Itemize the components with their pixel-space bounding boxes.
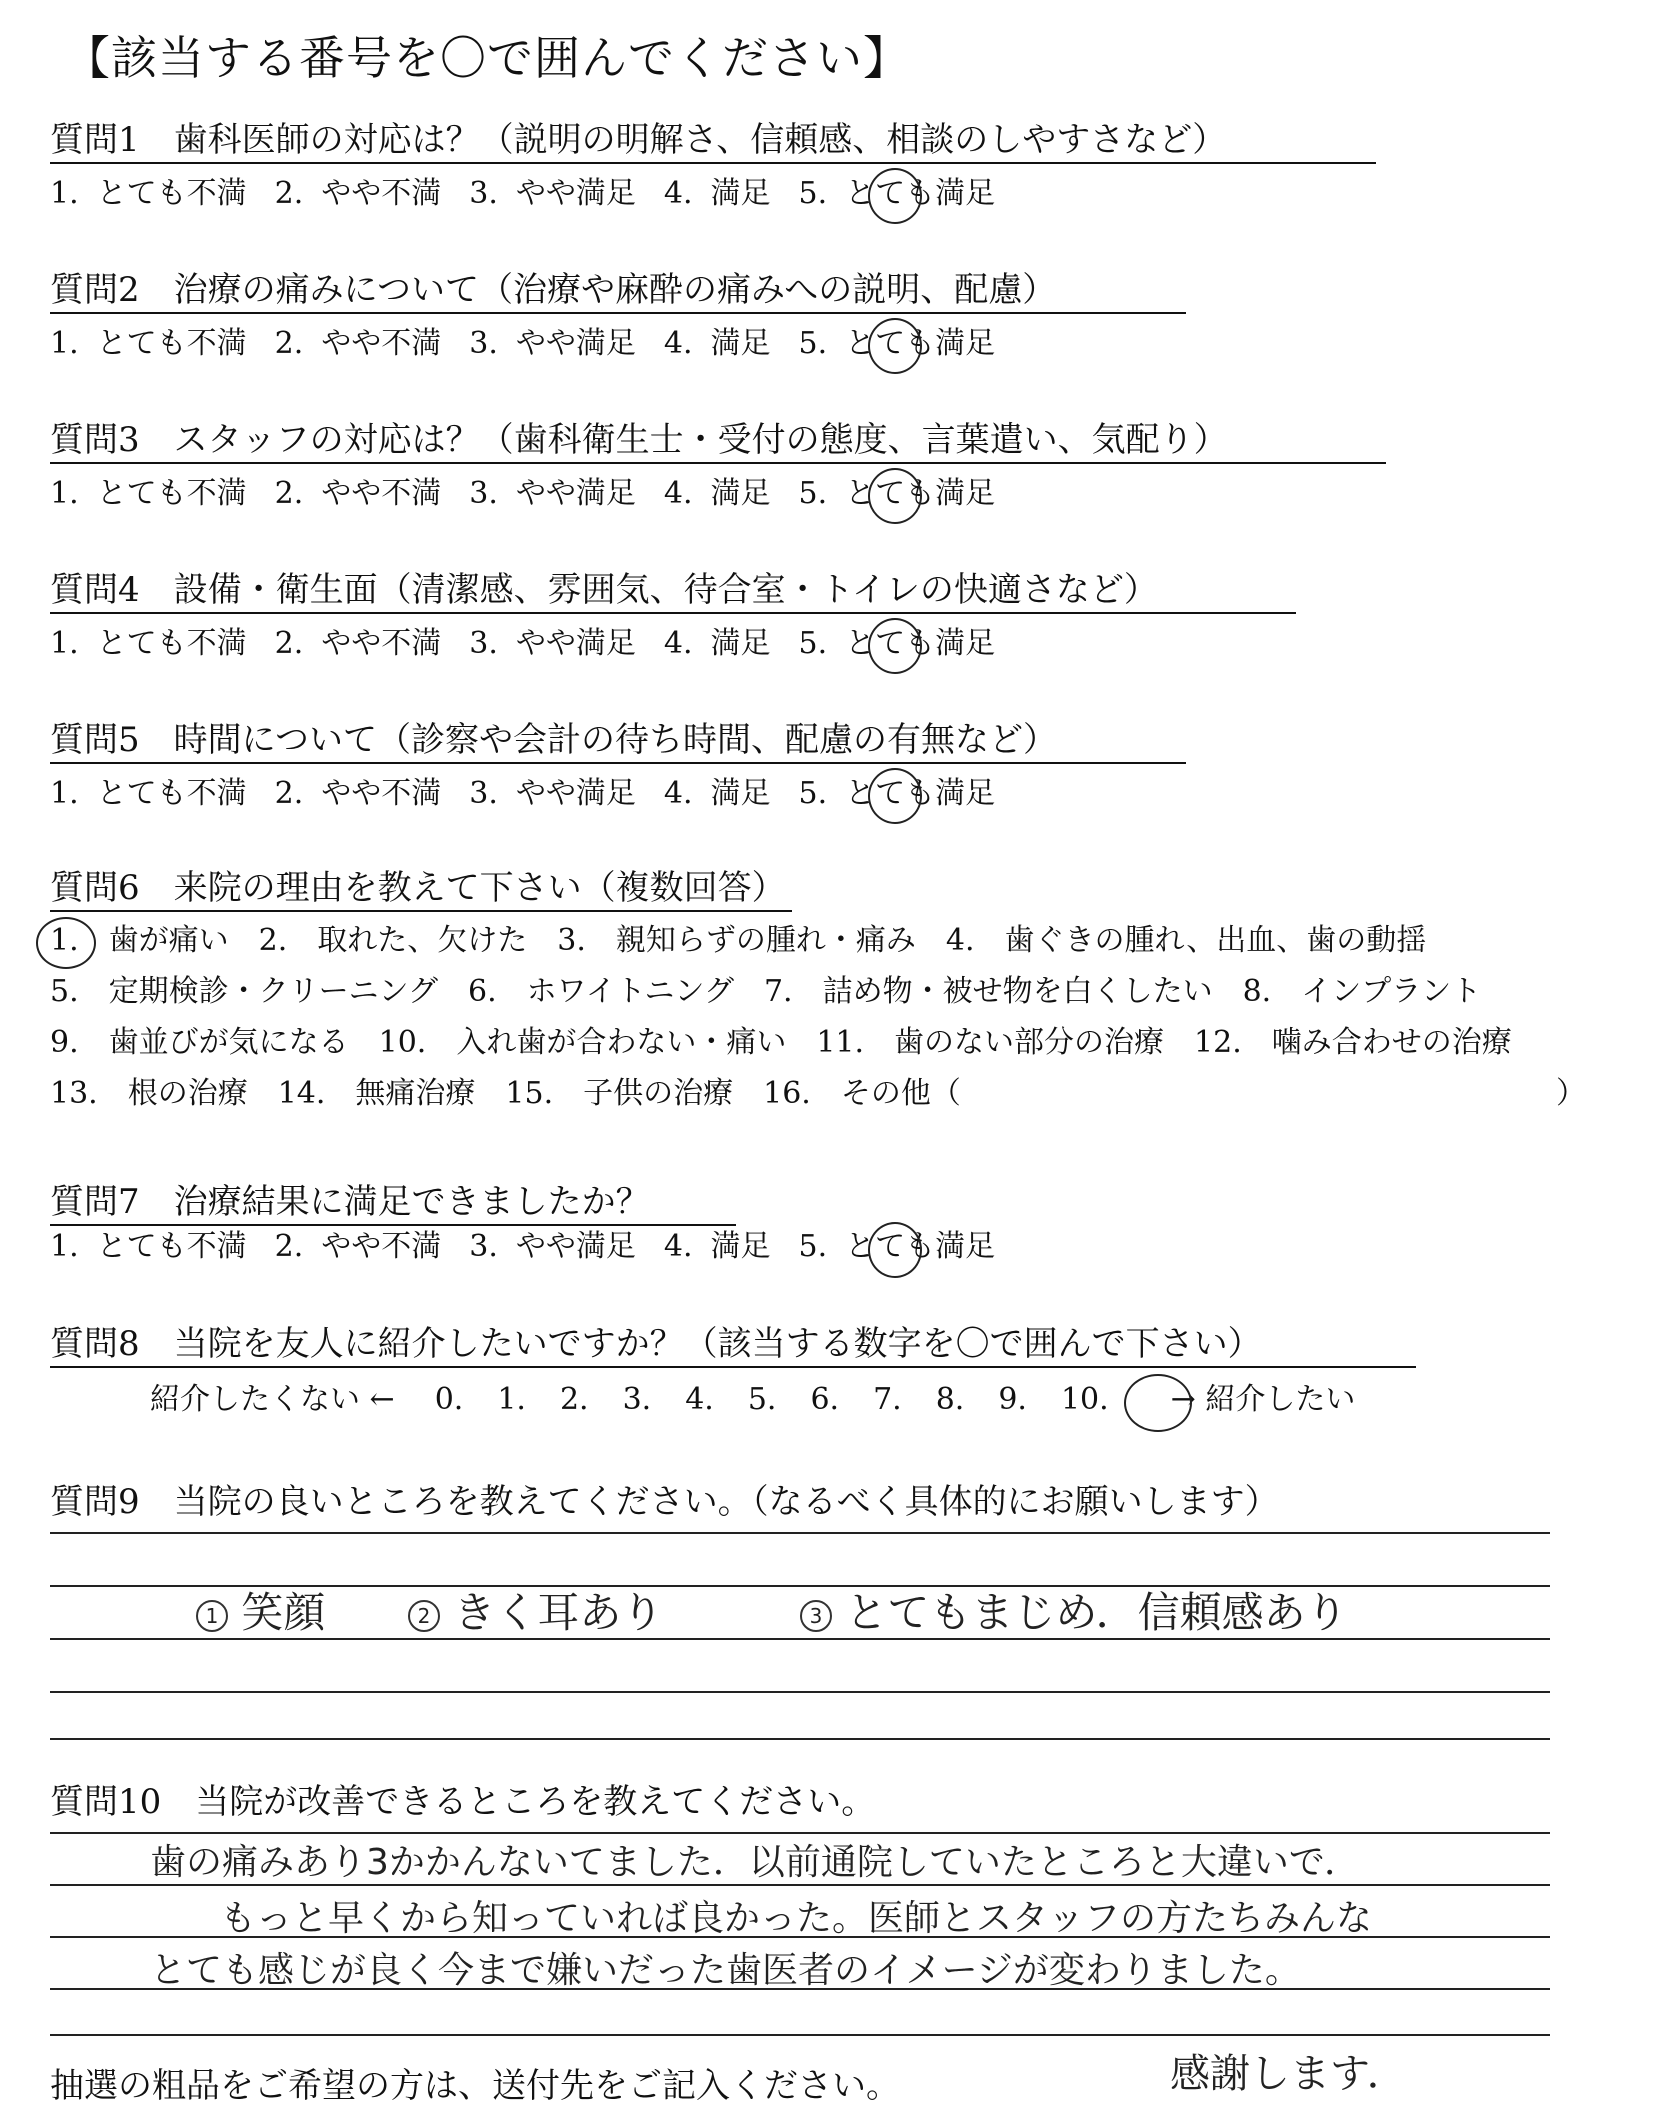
scale-num: 4.: [663, 476, 693, 511]
q9-write-line: [50, 1532, 1550, 1534]
q8-score-option: 0.: [434, 1382, 464, 1417]
q3-title: 質問3 スタッフの対応は？（歯科衛生士・受付の態度、言葉遣い、気配り）: [50, 418, 1386, 464]
q9-answer-1: [196, 1580, 325, 1640]
q9-write-line: [50, 1691, 1550, 1693]
q4-selection-circle: [868, 618, 922, 674]
q10-answer-line-4: 感謝します．: [1170, 2051, 1407, 2097]
q9-answer-text: きく耳あり: [453, 1588, 664, 1637]
form-header: 【該当する番号を〇で囲んでください】: [64, 31, 910, 85]
q7-selection-circle: [868, 1222, 922, 1278]
scale-num: 2.: [274, 476, 304, 511]
scale-num: 5.: [798, 776, 828, 811]
q9-title: 質問9 当院の良いところを教えてください。（なるべく具体的にお願いします）: [50, 1482, 1279, 1522]
q8-score-option: 8.: [935, 1382, 965, 1417]
q8-score-option: 2.: [559, 1382, 589, 1417]
q8-selection-circle: [1124, 1374, 1192, 1432]
scale-num: 5.: [798, 1229, 828, 1264]
scale-num: 1.: [50, 476, 79, 511]
scale-label: とても満足: [845, 776, 996, 811]
q8-left-label: 紹介したくない ←: [150, 1382, 395, 1417]
scale-label: やや満足: [515, 626, 636, 661]
scale-label: 満足: [710, 626, 771, 661]
scale-label: とても不満: [96, 1229, 247, 1264]
scale-num: 1.: [50, 626, 79, 661]
circled-number: 3: [800, 1600, 832, 1632]
scale-num: 5.: [798, 176, 828, 211]
scale-label: やや不満: [321, 326, 442, 361]
q6-title: 質問6 来院の理由を教えて下さい（複数回答）: [50, 866, 792, 912]
scale-label: とても満足: [845, 476, 996, 511]
q5-selection-circle: [868, 768, 922, 824]
scale-num: 2.: [274, 326, 304, 361]
scale-label: とても不満: [96, 176, 247, 211]
scale-num: 4.: [663, 326, 693, 361]
q8-score-option: 9.: [998, 1382, 1027, 1417]
q10-answer-line-3: とても感じが良く今まで嫌いだった歯医者のイメージが変わりました。: [150, 1950, 1301, 1991]
scale-label: やや満足: [515, 1229, 636, 1264]
q9-answer-text: とてもまじめ．信頼感あり: [845, 1588, 1348, 1637]
scale-label: とても満足: [845, 1229, 996, 1264]
q1-selection-circle: [868, 168, 922, 224]
q8-right-label: → 紹介したい: [1170, 1382, 1356, 1417]
q5-title: 質問5 時間について（診察や会計の待ち時間、配慮の有無など）: [50, 718, 1186, 764]
q10-title: 質問10 当院が改善できるところを教えてください。: [50, 1782, 876, 1822]
q4-title: 質問4 設備・衛生面（清潔感、雰囲気、待合室・トイレの快適さなど）: [50, 568, 1296, 614]
q8-score-option: 7.: [873, 1382, 902, 1417]
q8-score-option: 1.: [497, 1382, 526, 1417]
q3-selection-circle: [868, 468, 922, 524]
scale-label: やや満足: [515, 176, 636, 211]
scale-num: 2.: [274, 776, 304, 811]
q9-answer-2: [408, 1580, 663, 1640]
q6-reason-line-1: 1. 歯が痛い 2. 取れた、欠けた 3. 親知らずの腫れ・痛み 4. 歯ぐきの腫れ、出血、歯の動揺: [50, 923, 1427, 958]
scale-num: 4.: [663, 176, 693, 211]
scale-num: 5.: [798, 476, 828, 511]
scale-label: やや不満: [321, 176, 442, 211]
q2-title: 質問2 治療の痛みについて（治療や麻酔の痛みへの説明、配慮）: [50, 268, 1186, 314]
q10-answer-line-2: もっと早くから知っていれば良かった。医師とスタッフの方たちみんな: [220, 1898, 1373, 1939]
scale-label: やや不満: [321, 776, 442, 811]
q1-title: 質問1 歯科医師の対応は？（説明の明解さ、信頼感、相談のしやすさなど）: [50, 118, 1376, 164]
q8-score-option: 6.: [810, 1382, 840, 1417]
scale-label: とても満足: [845, 326, 996, 361]
q6-reason-line-4: 13. 根の治療 14. 無痛治療 15. 子供の治療 16. その他（: [50, 1076, 961, 1111]
scale-label: 満足: [710, 326, 771, 361]
q7-title: 質問7 治療結果に満足できましたか？: [50, 1180, 736, 1226]
q9-answer-3: [800, 1580, 1348, 1640]
scale-num: 3.: [469, 476, 498, 511]
scale-label: とても不満: [96, 626, 247, 661]
q6-selection-circle: [36, 917, 96, 969]
scale-num: 2.: [274, 1229, 304, 1264]
q8-score-option: 5.: [747, 1382, 777, 1417]
q6-reason-line-3: 9. 歯並びが気になる 10. 入れ歯が合わない・痛い 11. 歯のない部分の治療 12. 噛み合わせの治療: [50, 1025, 1512, 1060]
scale-label: とても不満: [96, 776, 247, 811]
q8-score-option: 4.: [685, 1382, 714, 1417]
scale-num: 3.: [469, 326, 498, 361]
scale-label: とても不満: [96, 476, 247, 511]
scale-num: 3.: [469, 776, 498, 811]
scale-label: 満足: [710, 776, 771, 811]
scale-num: 5.: [798, 326, 828, 361]
q8-scale: [150, 1380, 1383, 1420]
scale-num: 1.: [50, 176, 79, 211]
q8-title: 質問8 当院を友人に紹介したいですか？（該当する数字を〇で囲んで下さい）: [50, 1322, 1416, 1368]
scale-num: 1.: [50, 776, 79, 811]
q8-score-option: 3.: [622, 1382, 652, 1417]
gift-request-note: 抽選の粗品をご希望の方は、送付先をご記入ください。: [50, 2066, 900, 2106]
scale-label: 満足: [710, 1229, 771, 1264]
q2-selection-circle: [868, 318, 922, 374]
scale-label: やや不満: [321, 626, 442, 661]
scale-num: 3.: [469, 626, 498, 661]
q10-answer-line-1: 歯の痛みあり3かかんないてました．以前通院していたところと大違いで．: [150, 1842, 1361, 1883]
scale-label: 満足: [710, 476, 771, 511]
q6-other-close: ）: [1556, 1076, 1586, 1111]
scale-num: 3.: [469, 176, 498, 211]
scale-label: やや満足: [515, 476, 636, 511]
scale-num: 1.: [50, 326, 79, 361]
scale-num: 3.: [469, 1229, 498, 1264]
scale-num: 2.: [274, 176, 304, 211]
scale-label: やや不満: [321, 476, 442, 511]
q9-write-line: [50, 1738, 1550, 1740]
scale-label: とても満足: [845, 176, 996, 211]
circled-number: 1: [196, 1600, 228, 1632]
q8-score-option: 10.: [1060, 1382, 1109, 1417]
q6-reason-line-2: 5. 定期検診・クリーニング 6. ホワイトニング 7. 詰め物・被せ物を白くしたい 8. インプラント: [50, 974, 1482, 1009]
scale-num: 4.: [663, 776, 693, 811]
q9-answer-text: 笑顔: [241, 1588, 326, 1637]
scale-label: 満足: [710, 176, 771, 211]
q10-write-line: [50, 2034, 1550, 2036]
scale-num: 4.: [663, 1229, 693, 1264]
scale-label: とても不満: [96, 326, 247, 361]
circled-number: 2: [408, 1600, 440, 1632]
scale-num: 4.: [663, 626, 693, 661]
scale-label: やや満足: [515, 776, 636, 811]
scale-num: 2.: [274, 626, 304, 661]
scale-num: 1.: [50, 1229, 79, 1264]
scale-label: やや満足: [515, 326, 636, 361]
scale-label: とても満足: [845, 626, 996, 661]
scale-label: やや不満: [321, 1229, 442, 1264]
scale-num: 5.: [798, 626, 828, 661]
